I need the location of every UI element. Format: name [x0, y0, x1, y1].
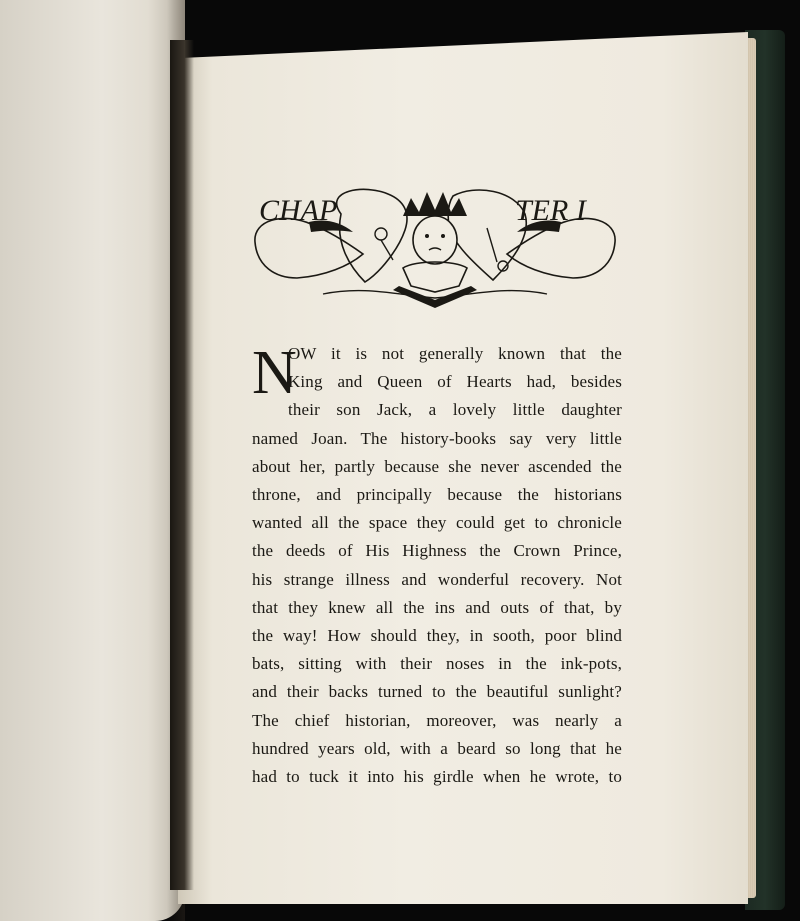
left-heart-shape [337, 189, 407, 282]
text-line: bats, sitting with their noses in the ink-pots, [252, 654, 622, 674]
chapter-text [252, 340, 622, 791]
text-line: about her, partly because she never ascended the [252, 456, 622, 476]
text-line: his strange illness and wonderful recovery. Not [252, 569, 622, 589]
book-gutter-shadow [170, 40, 194, 890]
baby-collar [403, 262, 467, 292]
drop-cap: N [252, 339, 297, 407]
baby-face [413, 216, 457, 264]
center-black-chevron [393, 286, 477, 308]
text-line: that they knew all the ins and outs of that, by [252, 597, 622, 617]
text-line: OW it is not generally known that the [288, 344, 622, 363]
text-line: wanted all the space they could get to chronicle [252, 513, 622, 533]
text-line: The chief historian, moreover, was nearly a [252, 710, 622, 730]
left-page [0, 0, 185, 921]
chapter-heading-illustration [253, 182, 618, 312]
text-line: had to tuck it into his girdle when he wrote, to [252, 767, 622, 787]
chapter-heading-left: CHAP [259, 194, 338, 227]
text-line: their son Jack, a lovely little daughter [288, 400, 622, 420]
chapter-heading-right: TER I [515, 194, 586, 227]
text-line: King and Queen of Hearts had, besides [288, 372, 622, 392]
text-line: the deeds of His Highness the Crown Prince, [252, 541, 622, 561]
text-line: named Joan. The history-books say very little [252, 428, 622, 448]
text-line: throne, and principally because the historians [252, 485, 622, 505]
left-wing-heart [255, 218, 363, 278]
crown-icon [403, 192, 467, 216]
flower-icon [375, 228, 387, 240]
text-line: the way! How should they, in sooth, poor blind [252, 626, 622, 646]
text-line: hundred years old, with a beard so long that he [252, 738, 622, 758]
right-wing-heart [507, 218, 615, 278]
text-line: and their backs turned to the beautiful sunlight? [252, 682, 622, 702]
